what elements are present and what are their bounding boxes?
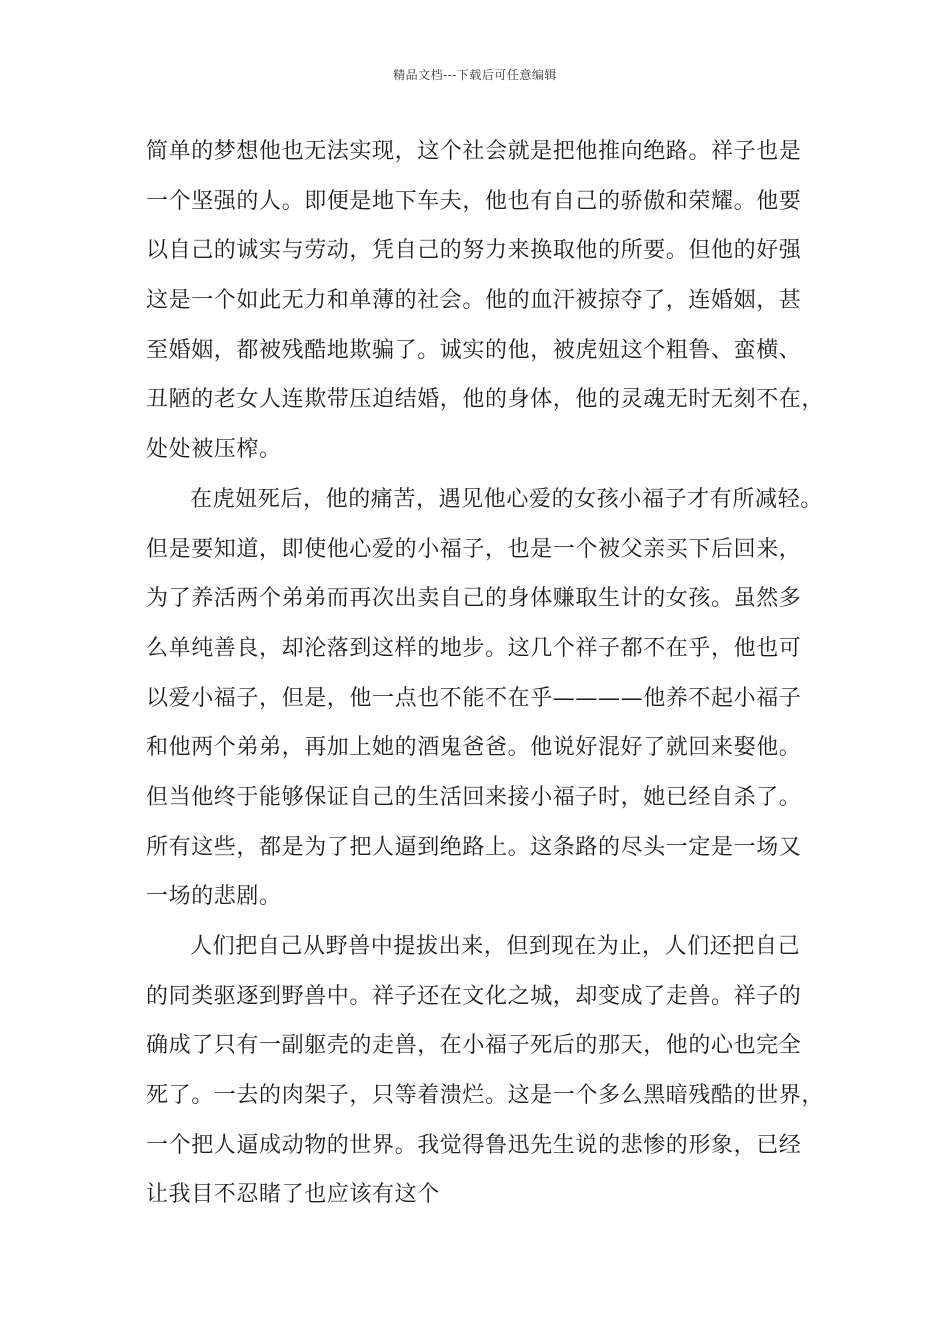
text-line: 以爱小福子，但是，他一点也不能不在乎————他养不起小福子 — [146, 685, 802, 711]
text-line: 和他两个弟弟，再加上她的酒鬼爸爸。他说好混好了就回来娶他。 — [146, 735, 802, 761]
text-line: 一场的悲剧。 — [146, 884, 282, 910]
text-line: 丑陋的老女人连欺带压迫结婚，他的身体，他的灵魂无时无刻不在， — [146, 387, 825, 413]
text-line: 以自己的诚实与劳动，凭自己的努力来换取他的所要。但他的好强 — [146, 238, 802, 264]
text-line: 死了。一去的肉架子，只等着溃烂。这是一个多么黑暗残酷的世界， — [146, 1083, 825, 1109]
text-line: 的同类驱逐到野兽中。祥子还在文化之城，却变成了走兽。祥子的 — [146, 983, 802, 1009]
text-line: 至婚姻，都被残酷地欺骗了。诚实的他，被虎妞这个粗鲁、蛮横、 — [146, 337, 802, 363]
paragraph-start-line: 人们把自己从野兽中提拔出来，但到现在为止，人们还把自己 — [190, 934, 801, 959]
text-line: 为了养活两个弟弟而再次出卖自己的身体赚取生计的女孩。虽然多 — [146, 586, 802, 612]
text-line: 么单纯善良，却沦落到这样的地步。这几个祥子都不在乎，他也可 — [146, 635, 802, 661]
text-line: 处处被压榨。 — [146, 437, 282, 463]
text-line: 简单的梦想他也无法实现，这个社会就是把他推向绝路。祥子也是 — [146, 139, 802, 164]
page-header: 精品文档---下载后可任意编辑 — [393, 68, 557, 82]
text-line: 但当他终于能够保证自己的生活回来接小福子时，她已经自杀了。 — [146, 784, 802, 810]
paragraph-start-line: 在虎妞死后，他的痛苦，遇见他心爱的女孩小福子才有所减轻。 — [190, 486, 823, 512]
text-line: 所有这些，都是为了把人逼到绝路上。这条路的尽头一定是一场又 — [146, 834, 802, 860]
text-line: 但是要知道，即使他心爱的小福子，也是一个被父亲买下后回来， — [146, 536, 802, 562]
text-line: 一个把人逼成动物的世界。我觉得鲁迅先生说的悲惨的形象，已经 — [146, 1132, 802, 1158]
text-line: 确成了只有一副躯壳的走兽，在小福子死后的那天，他的心也完全 — [146, 1033, 802, 1059]
text-line: 这是一个如此无力和单薄的社会。他的血汗被掠夺了，连婚姻，甚 — [146, 288, 802, 314]
text-line: 让我目不忍睹了也应该有这个 — [146, 1182, 440, 1208]
text-line: 一个坚强的人。即便是地下车夫，他也有自己的骄傲和荣耀。他要 — [146, 188, 802, 214]
document-body — [146, 133, 826, 1226]
